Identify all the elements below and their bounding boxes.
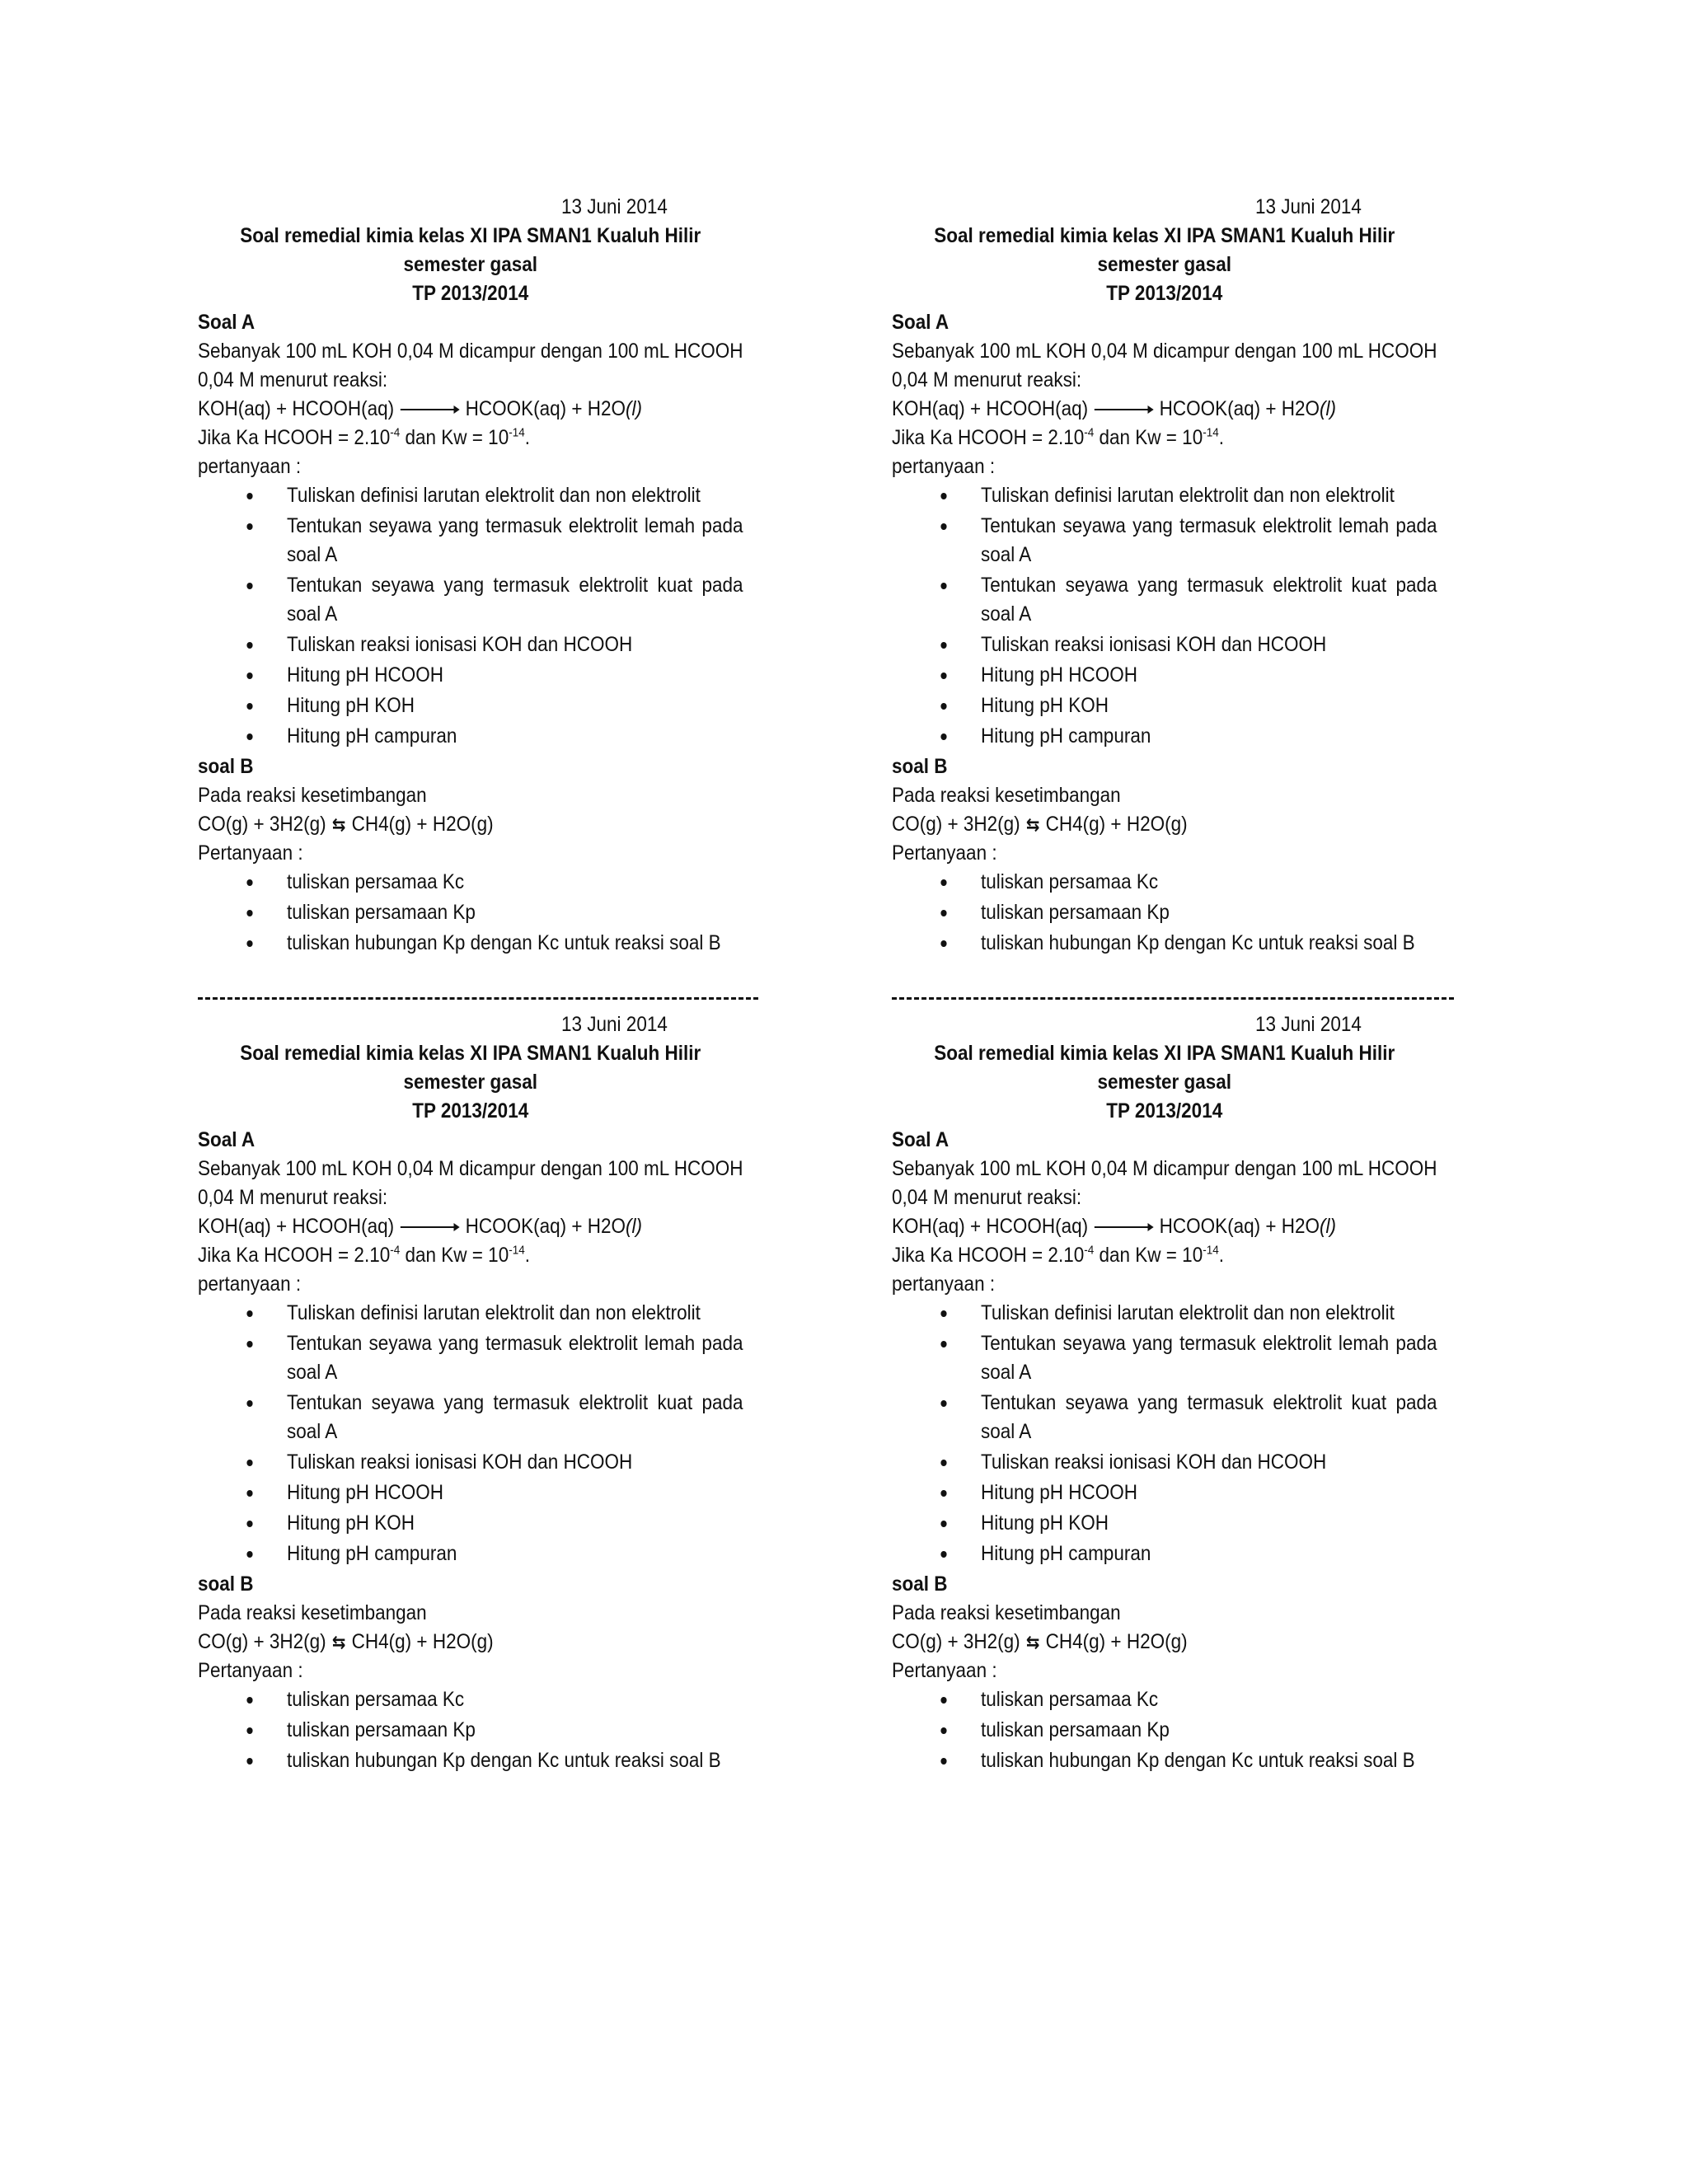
kw-exponent: -14 [509, 1243, 525, 1258]
soal-a-intro: Sebanyak 100 mL KOH 0,04 M dicampur dengan 100 mL HCOOH 0,04 M menurut reaksi: [198, 1157, 743, 1209]
kw-exponent: -14 [509, 425, 525, 440]
worksheet-title-line1: Soal remedial kimia kelas XI IPA SMAN1 Kualuh Hilir [934, 224, 1395, 247]
question-text: Tuliskan definisi larutan elektrolit dan non elektrolit [287, 484, 701, 507]
ka-exponent: -4 [390, 1243, 401, 1258]
question-text: Tentukan seyawa yang termasuk elektrolit kuat pada soal A [981, 574, 1437, 626]
soal-a-questions-label: pertanyaan : [892, 1272, 996, 1296]
bullet-icon [246, 703, 252, 710]
soal-a-heading: Soal A [198, 311, 256, 334]
list-item [198, 661, 743, 690]
soal-a-constants [892, 1241, 1437, 1270]
soal-b-eq-left: CO(g) + 3H2(g) [198, 1630, 326, 1653]
list-item [198, 691, 743, 720]
question-text: Tentukan seyawa yang termasuk elektrolit kuat pada soal A [287, 574, 743, 626]
bullet-icon [940, 673, 946, 679]
question-text: Tentukan seyawa yang termasuk elektrolit kuat pada soal A [287, 1391, 743, 1443]
question-text: Hitung pH HCOOH [287, 663, 444, 687]
soal-a-question-list [198, 1299, 743, 1568]
kw-end: . [1218, 426, 1224, 449]
soal-a-equation [198, 1212, 743, 1241]
question-text: Hitung pH HCOOH [981, 663, 1138, 687]
bullet-icon [246, 1758, 252, 1765]
question-text: Hitung pH KOH [981, 1511, 1109, 1535]
question-text: Tentukan seyawa yang termasuk elektrolit lemah pada soal A [287, 1332, 743, 1384]
equilibrium-arrows-icon: ⇆ [1025, 1632, 1040, 1652]
list-item [198, 481, 743, 510]
question-text: tuliskan hubungan Kp dengan Kc untuk reaksi soal B [981, 1749, 1415, 1772]
question-text: Tuliskan definisi larutan elektrolit dan non elektrolit [981, 1301, 1395, 1324]
soal-b-heading: soal B [892, 755, 948, 778]
list-item [198, 512, 743, 569]
soal-b-eq-right: CH4(g) + H2O(g) [1045, 1630, 1188, 1653]
worksheet-title-line2: semester gasal [403, 253, 538, 276]
soal-b-question-list [892, 868, 1437, 958]
soal-b-heading: soal B [198, 1572, 254, 1596]
list-item [198, 1746, 743, 1775]
reaction-arrow-icon [400, 404, 459, 415]
question-text: Tuliskan definisi larutan elektrolit dan non elektrolit [981, 484, 1395, 507]
ka-exponent: -4 [1084, 1243, 1095, 1258]
soal-b-question-list [198, 868, 743, 958]
soal-b-intro: Pada reaksi kesetimbangan [892, 784, 1121, 807]
soal-a-constants [892, 424, 1437, 452]
bullet-icon [246, 1551, 252, 1558]
ka-prefix: Jika Ka HCOOH = 2.10 [198, 1244, 391, 1267]
bullet-icon [940, 940, 946, 947]
worksheet-title-line1: Soal remedial kimia kelas XI IPA SMAN1 Kualuh Hilir [240, 224, 701, 247]
worksheet-title-line2: semester gasal [1097, 253, 1232, 276]
soal-a-eq-state: (l) [626, 1215, 643, 1238]
equilibrium-arrows-icon: ⇆ [1025, 814, 1040, 835]
soal-a-questions-label: pertanyaan : [198, 455, 302, 478]
bullet-icon [246, 1490, 252, 1497]
question-text: Tuliskan definisi larutan elektrolit dan non elektrolit [287, 1301, 701, 1324]
bullet-icon [940, 493, 946, 499]
question-text: Tuliskan reaksi ionisasi KOH dan HCOOH [981, 633, 1327, 656]
list-item [892, 722, 1437, 751]
question-text: Tentukan seyawa yang termasuk elektrolit lemah pada soal A [981, 1332, 1437, 1384]
question-text: tuliskan persamaan Kp [981, 901, 1170, 924]
bullet-icon [246, 523, 252, 530]
question-text: Hitung pH KOH [287, 1511, 415, 1535]
list-item [892, 1329, 1437, 1387]
list-item [892, 1448, 1437, 1477]
cut-line-left [198, 997, 758, 1000]
list-item [198, 1329, 743, 1387]
kw-mid: dan Kw = 10 [400, 426, 509, 449]
list-item [198, 868, 743, 897]
list-item [892, 571, 1437, 629]
soal-a-equation [892, 1212, 1437, 1241]
soal-a-eq-left: KOH(aq) + HCOOH(aq) [198, 397, 395, 420]
soal-a-intro: Sebanyak 100 mL KOH 0,04 M dicampur dengan 100 mL HCOOH 0,04 M menurut reaksi: [892, 1157, 1437, 1209]
kw-end: . [524, 1244, 530, 1267]
soal-b-equation [198, 810, 743, 839]
list-item [198, 1299, 743, 1328]
bullet-icon [940, 583, 946, 589]
question-text: Hitung pH campuran [981, 724, 1151, 748]
question-text: Tentukan seyawa yang termasuk elektrolit lemah pada soal A [981, 514, 1437, 566]
bullet-icon [940, 642, 946, 649]
soal-a-equation [892, 395, 1437, 424]
question-text: Hitung pH campuran [287, 724, 457, 748]
worksheet-title-line3: TP 2013/2014 [412, 1099, 529, 1122]
worksheet-title-line3: TP 2013/2014 [412, 282, 529, 305]
list-item [892, 1479, 1437, 1507]
bullet-icon [940, 879, 946, 886]
list-item [892, 898, 1437, 927]
list-item [892, 1509, 1437, 1538]
soal-b-questions-label: Pertanyaan : [198, 1659, 303, 1682]
soal-b-equation [892, 810, 1437, 839]
worksheet-title-line1: Soal remedial kimia kelas XI IPA SMAN1 Kualuh Hilir [934, 1042, 1395, 1065]
soal-a-question-list [198, 481, 743, 751]
soal-a-heading: Soal A [198, 1128, 256, 1151]
kw-mid: dan Kw = 10 [1094, 1244, 1203, 1267]
soal-b-questions-label: Pertanyaan : [198, 841, 303, 865]
bullet-icon [246, 1460, 252, 1466]
bullet-icon [246, 583, 252, 589]
bullet-icon [940, 1400, 946, 1407]
bullet-icon [246, 673, 252, 679]
list-item [198, 1685, 743, 1714]
soal-b-questions-label: Pertanyaan : [892, 841, 997, 865]
worksheet [892, 193, 1437, 959]
kw-mid: dan Kw = 10 [1094, 426, 1203, 449]
question-text: Hitung pH campuran [981, 1542, 1151, 1565]
worksheet [892, 1010, 1437, 1777]
soal-b-eq-left: CO(g) + 3H2(g) [892, 813, 1020, 836]
soal-a-question-list [892, 481, 1437, 751]
list-item [892, 1389, 1437, 1446]
kw-mid: dan Kw = 10 [400, 1244, 509, 1267]
question-text: tuliskan persamaa Kc [287, 870, 465, 893]
soal-a-eq-left: KOH(aq) + HCOOH(aq) [892, 397, 1089, 420]
soal-a-eq-right: HCOOK(aq) + H2O [1159, 1215, 1320, 1238]
bullet-icon [246, 940, 252, 947]
bullet-icon [246, 1341, 252, 1347]
bullet-icon [940, 1490, 946, 1497]
soal-b-intro: Pada reaksi kesetimbangan [198, 1601, 427, 1624]
list-item [198, 1448, 743, 1477]
list-item [892, 691, 1437, 720]
cut-line-right [892, 997, 1454, 1000]
list-item [198, 1540, 743, 1568]
soal-b-eq-right: CH4(g) + H2O(g) [351, 1630, 494, 1653]
soal-a-intro: Sebanyak 100 mL KOH 0,04 M dicampur dengan 100 mL HCOOH 0,04 M menurut reaksi: [892, 340, 1437, 391]
list-item [198, 1509, 743, 1538]
bullet-icon [940, 1341, 946, 1347]
list-item [892, 1540, 1437, 1568]
list-item [198, 1716, 743, 1745]
worksheet [198, 1010, 743, 1777]
list-item [198, 571, 743, 629]
soal-a-heading: Soal A [892, 311, 950, 334]
soal-b-eq-right: CH4(g) + H2O(g) [351, 813, 494, 836]
reaction-arrow-icon [400, 1221, 459, 1233]
bullet-icon [940, 733, 946, 740]
bullet-icon [940, 1697, 946, 1704]
question-text: Hitung pH KOH [981, 694, 1109, 717]
bullet-icon [940, 703, 946, 710]
question-text: Tuliskan reaksi ionisasi KOH dan HCOOH [981, 1451, 1327, 1474]
soal-a-eq-state: (l) [626, 397, 643, 420]
soal-a-questions-label: pertanyaan : [198, 1272, 302, 1296]
soal-a-eq-right: HCOOK(aq) + H2O [465, 1215, 626, 1238]
worksheet-title-line3: TP 2013/2014 [1106, 1099, 1223, 1122]
reaction-arrow-icon [1094, 404, 1153, 415]
equilibrium-arrows-icon: ⇆ [331, 1632, 346, 1652]
bullet-icon [940, 910, 946, 916]
bullet-icon [246, 733, 252, 740]
kw-exponent: -14 [1203, 1243, 1219, 1258]
soal-b-intro: Pada reaksi kesetimbangan [892, 1601, 1121, 1624]
soal-a-question-list [892, 1299, 1437, 1568]
soal-a-heading: Soal A [892, 1128, 950, 1151]
bullet-icon [940, 1521, 946, 1527]
soal-b-question-list [198, 1685, 743, 1775]
soal-b-heading: soal B [198, 755, 254, 778]
equilibrium-arrows-icon: ⇆ [331, 814, 346, 835]
list-item [892, 868, 1437, 897]
question-text: Tuliskan reaksi ionisasi KOH dan HCOOH [287, 633, 633, 656]
question-text: Hitung pH HCOOH [981, 1481, 1138, 1504]
list-item [892, 1716, 1437, 1745]
question-text: tuliskan persamaan Kp [287, 1718, 476, 1741]
question-text: Tentukan seyawa yang termasuk elektrolit kuat pada soal A [981, 1391, 1437, 1443]
question-text: Tentukan seyawa yang termasuk elektrolit lemah pada soal A [287, 514, 743, 566]
question-text: tuliskan persamaa Kc [287, 1688, 465, 1711]
bullet-icon [246, 910, 252, 916]
worksheet [198, 193, 743, 959]
worksheet-date: 13 Juni 2014 [1255, 1013, 1362, 1036]
worksheet-date: 13 Juni 2014 [561, 195, 668, 218]
kw-end: . [524, 426, 530, 449]
soal-b-question-list [892, 1685, 1437, 1775]
soal-b-equation [198, 1628, 743, 1657]
list-item [892, 929, 1437, 958]
soal-a-eq-state: (l) [1320, 397, 1337, 420]
worksheet-title-line2: semester gasal [403, 1071, 538, 1094]
question-text: Hitung pH campuran [287, 1542, 457, 1565]
soal-a-eq-state: (l) [1320, 1215, 1337, 1238]
reaction-arrow-icon [1094, 1221, 1153, 1233]
bullet-icon [246, 493, 252, 499]
soal-b-intro: Pada reaksi kesetimbangan [198, 784, 427, 807]
bullet-icon [246, 1521, 252, 1527]
soal-a-eq-right: HCOOK(aq) + H2O [1159, 397, 1320, 420]
soal-a-equation [198, 395, 743, 424]
bullet-icon [940, 1460, 946, 1466]
soal-b-eq-right: CH4(g) + H2O(g) [1045, 813, 1188, 836]
soal-b-questions-label: Pertanyaan : [892, 1659, 997, 1682]
list-item [892, 1746, 1437, 1775]
bullet-icon [940, 523, 946, 530]
worksheet-title-line2: semester gasal [1097, 1071, 1232, 1094]
list-item [198, 722, 743, 751]
list-item [198, 630, 743, 659]
bullet-icon [246, 879, 252, 886]
question-text: tuliskan persamaan Kp [287, 901, 476, 924]
list-item [892, 481, 1437, 510]
soal-a-eq-right: HCOOK(aq) + H2O [465, 397, 626, 420]
list-item [892, 661, 1437, 690]
soal-b-eq-left: CO(g) + 3H2(g) [892, 1630, 1020, 1653]
bullet-icon [246, 1727, 252, 1734]
question-text: Tuliskan reaksi ionisasi KOH dan HCOOH [287, 1451, 633, 1474]
question-text: tuliskan hubungan Kp dengan Kc untuk reaksi soal B [287, 1749, 721, 1772]
list-item [892, 512, 1437, 569]
question-text: tuliskan hubungan Kp dengan Kc untuk reaksi soal B [981, 931, 1415, 954]
question-text: tuliskan persamaa Kc [981, 1688, 1159, 1711]
ka-prefix: Jika Ka HCOOH = 2.10 [892, 426, 1085, 449]
soal-b-equation [892, 1628, 1437, 1657]
question-text: Hitung pH KOH [287, 694, 415, 717]
soal-a-eq-left: KOH(aq) + HCOOH(aq) [892, 1215, 1089, 1238]
soal-b-heading: soal B [892, 1572, 948, 1596]
bullet-icon [940, 1551, 946, 1558]
question-text: tuliskan persamaa Kc [981, 870, 1159, 893]
list-item [198, 929, 743, 958]
soal-a-intro: Sebanyak 100 mL KOH 0,04 M dicampur dengan 100 mL HCOOH 0,04 M menurut reaksi: [198, 340, 743, 391]
ka-prefix: Jika Ka HCOOH = 2.10 [892, 1244, 1085, 1267]
worksheet-title-line1: Soal remedial kimia kelas XI IPA SMAN1 Kualuh Hilir [240, 1042, 701, 1065]
kw-exponent: -14 [1203, 425, 1219, 440]
bullet-icon [940, 1310, 946, 1317]
question-text: Hitung pH HCOOH [287, 1481, 444, 1504]
question-text: tuliskan persamaan Kp [981, 1718, 1170, 1741]
soal-a-questions-label: pertanyaan : [892, 455, 996, 478]
bullet-icon [246, 642, 252, 649]
worksheet-date: 13 Juni 2014 [561, 1013, 668, 1036]
bullet-icon [246, 1310, 252, 1317]
worksheet-date: 13 Juni 2014 [1255, 195, 1362, 218]
bullet-icon [940, 1727, 946, 1734]
bullet-icon [246, 1400, 252, 1407]
list-item [892, 1299, 1437, 1328]
list-item [892, 1685, 1437, 1714]
soal-a-eq-left: KOH(aq) + HCOOH(aq) [198, 1215, 395, 1238]
question-text: tuliskan hubungan Kp dengan Kc untuk reaksi soal B [287, 931, 721, 954]
list-item [892, 630, 1437, 659]
list-item [198, 1389, 743, 1446]
soal-b-eq-left: CO(g) + 3H2(g) [198, 813, 326, 836]
soal-a-constants [198, 1241, 743, 1270]
ka-exponent: -4 [390, 425, 401, 440]
ka-prefix: Jika Ka HCOOH = 2.10 [198, 426, 391, 449]
bullet-icon [246, 1697, 252, 1704]
list-item [198, 898, 743, 927]
worksheet-title-line3: TP 2013/2014 [1106, 282, 1223, 305]
soal-a-constants [198, 424, 743, 452]
bullet-icon [940, 1758, 946, 1765]
ka-exponent: -4 [1084, 425, 1095, 440]
kw-end: . [1218, 1244, 1224, 1267]
list-item [198, 1479, 743, 1507]
